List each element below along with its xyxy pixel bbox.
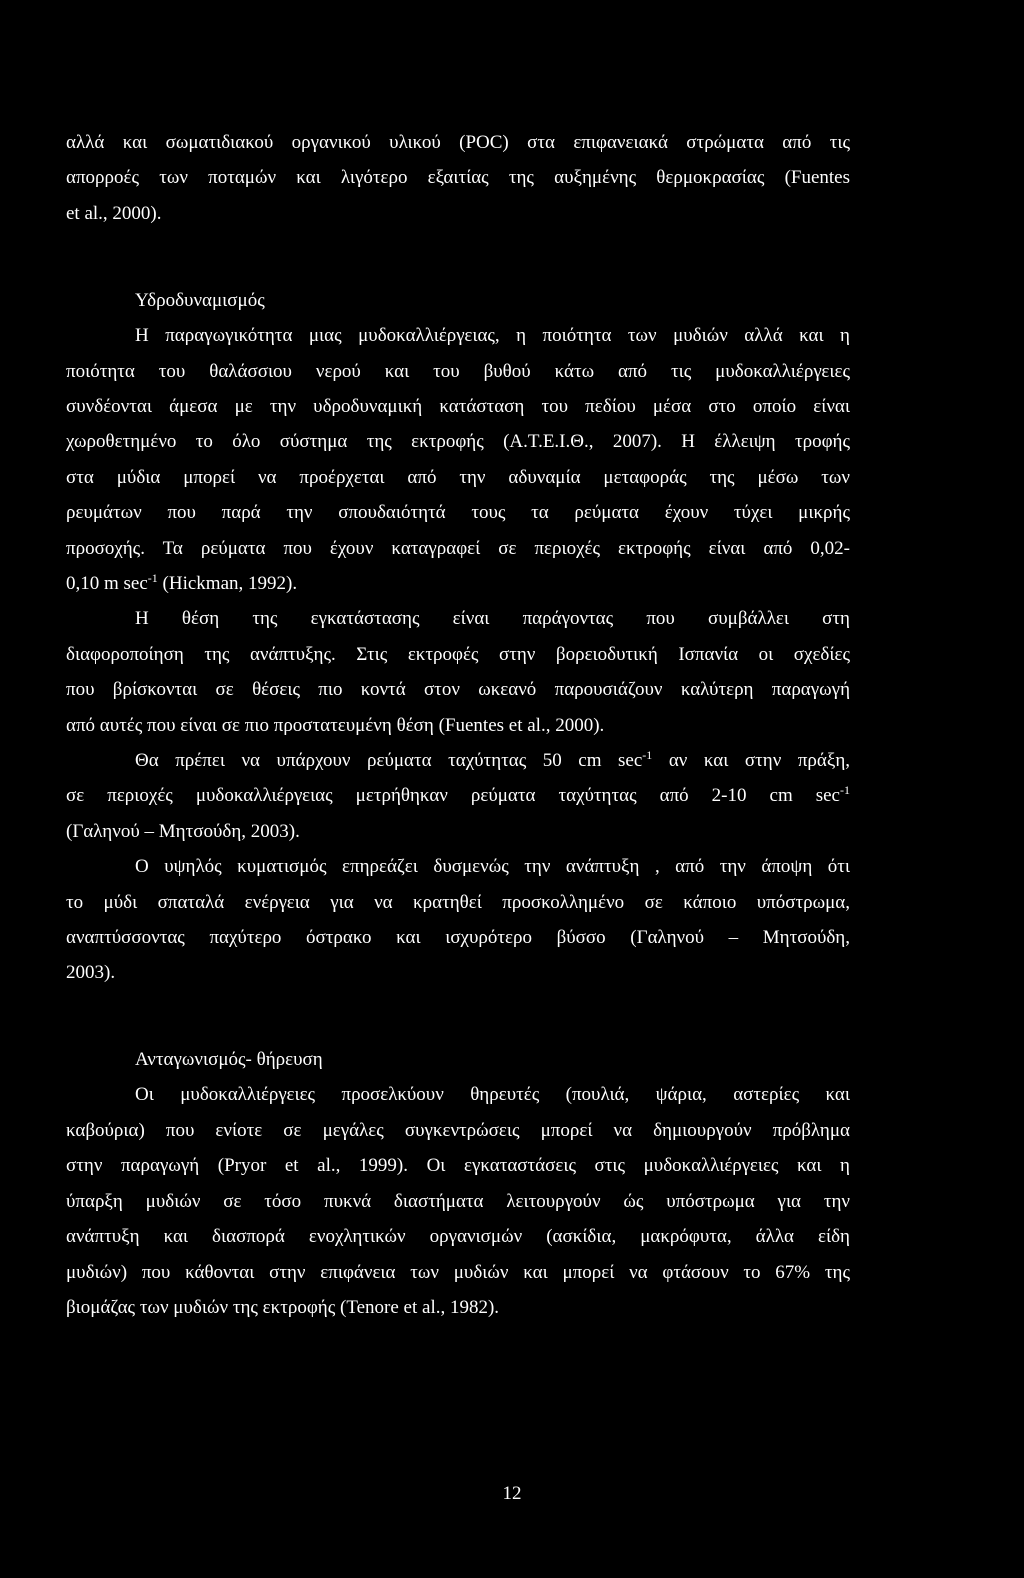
- text-line: προσοχής. Τα ρεύματα που έχουν καταγραφεί σε περιοχές εκτροφής είναι από 0,02-: [66, 538, 850, 559]
- text-line: et al., 2000).: [66, 203, 162, 224]
- text-span: αν και στην πράξη,: [652, 750, 851, 771]
- text-line: 2003).: [66, 962, 116, 983]
- text-line: καβούρια) που ενίοτε σε μεγάλες συγκεντρώσεις μπορεί να δημιουργούν πρόβλημα: [66, 1120, 850, 1141]
- text-line: Οι μυδοκαλλιέργειες προσελκύουν θηρευτές (πουλιά, ψάρια, αστερίες και: [135, 1084, 850, 1105]
- text-line: ποιότητα του θαλάσσιου νερού και του βυθού κάτω από τις μυδοκαλλιέργειες: [66, 361, 850, 382]
- text-span: (Hickman, 1992).: [157, 573, 298, 594]
- text-line: βιομάζας των μυδιών της εκτροφής (Tenore et al., 1982).: [66, 1297, 500, 1318]
- text-line: συνδέονται άμεσα με την υδροδυναμική κατάσταση του πεδίου μέσα στο οποίο είναι: [66, 396, 850, 417]
- text-span: 0,10 m sec: [66, 573, 148, 594]
- text-line: απορροές των ποταμών και λιγότερο εξαιτίας της αυξημένης θερμοκρασίας (Fuentes: [66, 167, 850, 188]
- text-line: αναπτύσσοντας παχύτερο όστρακο και ισχυρότερο βύσσο (Γαληνού – Μητσούδη,: [66, 927, 850, 948]
- text-line: ανάπτυξη και διασπορά ενοχλητικών οργανισμών (ασκίδια, μακρόφυτα, άλλα είδη: [66, 1226, 850, 1247]
- text-line: ρευμάτων που παρά την σπουδαιότητά τους τα ρεύματα έχουν τύχει μικρής: [66, 502, 850, 523]
- text-line: αλλά και σωματιδιακού οργανικού υλικού (POC) στα επιφανειακά στρώματα από τις: [66, 132, 850, 153]
- page-number: 12: [502, 1483, 522, 1504]
- text-line: στα μύδια μπορεί να προέρχεται από την αδυναμία μεταφοράς της μέσω των: [66, 467, 850, 488]
- superscript: -1: [147, 571, 158, 585]
- text-line: διαφοροποίηση της ανάπτυξης. Στις εκτροφές στην βορειοδυτική Ισπανία οι σχεδίες: [66, 644, 850, 665]
- superscript: -1: [642, 748, 653, 762]
- text-line: [135, 749, 850, 773]
- text-line: μυδιών) που κάθονται στην επιφάνεια των μυδιών και μπορεί να φτάσουν το 67% της: [66, 1262, 850, 1283]
- superscript: -1: [840, 783, 850, 797]
- text-line: που βρίσκονται σε θέσεις πιο κοντά στον ωκεανό παρουσιάζουν καλύτερη παραγωγή: [66, 679, 850, 700]
- text-line: στην παραγωγή (Pryor et al., 1999). Οι εγκαταστάσεις στις μυδοκαλλιέργειες και η: [66, 1155, 850, 1176]
- text-line: το μύδι σπαταλά ενέργεια για να κρατηθεί προσκολλημένο σε κάποιο υπόστρωμα,: [66, 892, 850, 913]
- text-line: (Γαληνού – Μητσούδη, 2003).: [66, 821, 300, 842]
- text-line: [66, 572, 850, 596]
- text-span: Θα πρέπει να υπάρχουν ρεύματα ταχύτητας 50 cm sec: [135, 750, 643, 771]
- text-line: Η παραγωγικότητα μιας μυδοκαλλιέργειας, η ποιότητα των μυδιών αλλά και η: [135, 325, 850, 346]
- section-heading-hydrodynamics: Υδροδυναμισμός: [135, 290, 265, 311]
- text-line: από αυτές που είναι σε πιο προστατευμένη θέση (Fuentes et al., 2000).: [66, 715, 605, 736]
- text-line: [66, 784, 850, 808]
- text-line: χωροθετημένο το όλο σύστημα της εκτροφής (Α.Τ.Ε.Ι.Θ., 2007). Η έλλειψη τροφής: [66, 431, 850, 452]
- text-line: ύπαρξη μυδιών σε τόσο πυκνά διαστήματα λειτουργούν ώς υπόστρωμα για την: [66, 1191, 850, 1212]
- text-span: σε περιοχές μυδοκαλλιέργειας μετρήθηκαν ρεύματα ταχύτητας από 2-10 cm sec: [66, 785, 840, 806]
- text-line: Ο υψηλός κυματισμός επηρεάζει δυσμενώς την ανάπτυξη , από την άποψη ότι: [135, 856, 850, 877]
- section-heading-competition: Ανταγωνισμός- θήρευση: [135, 1049, 323, 1070]
- text-line: Η θέση της εγκατάστασης είναι παράγοντας που συμβάλλει στη: [135, 608, 850, 629]
